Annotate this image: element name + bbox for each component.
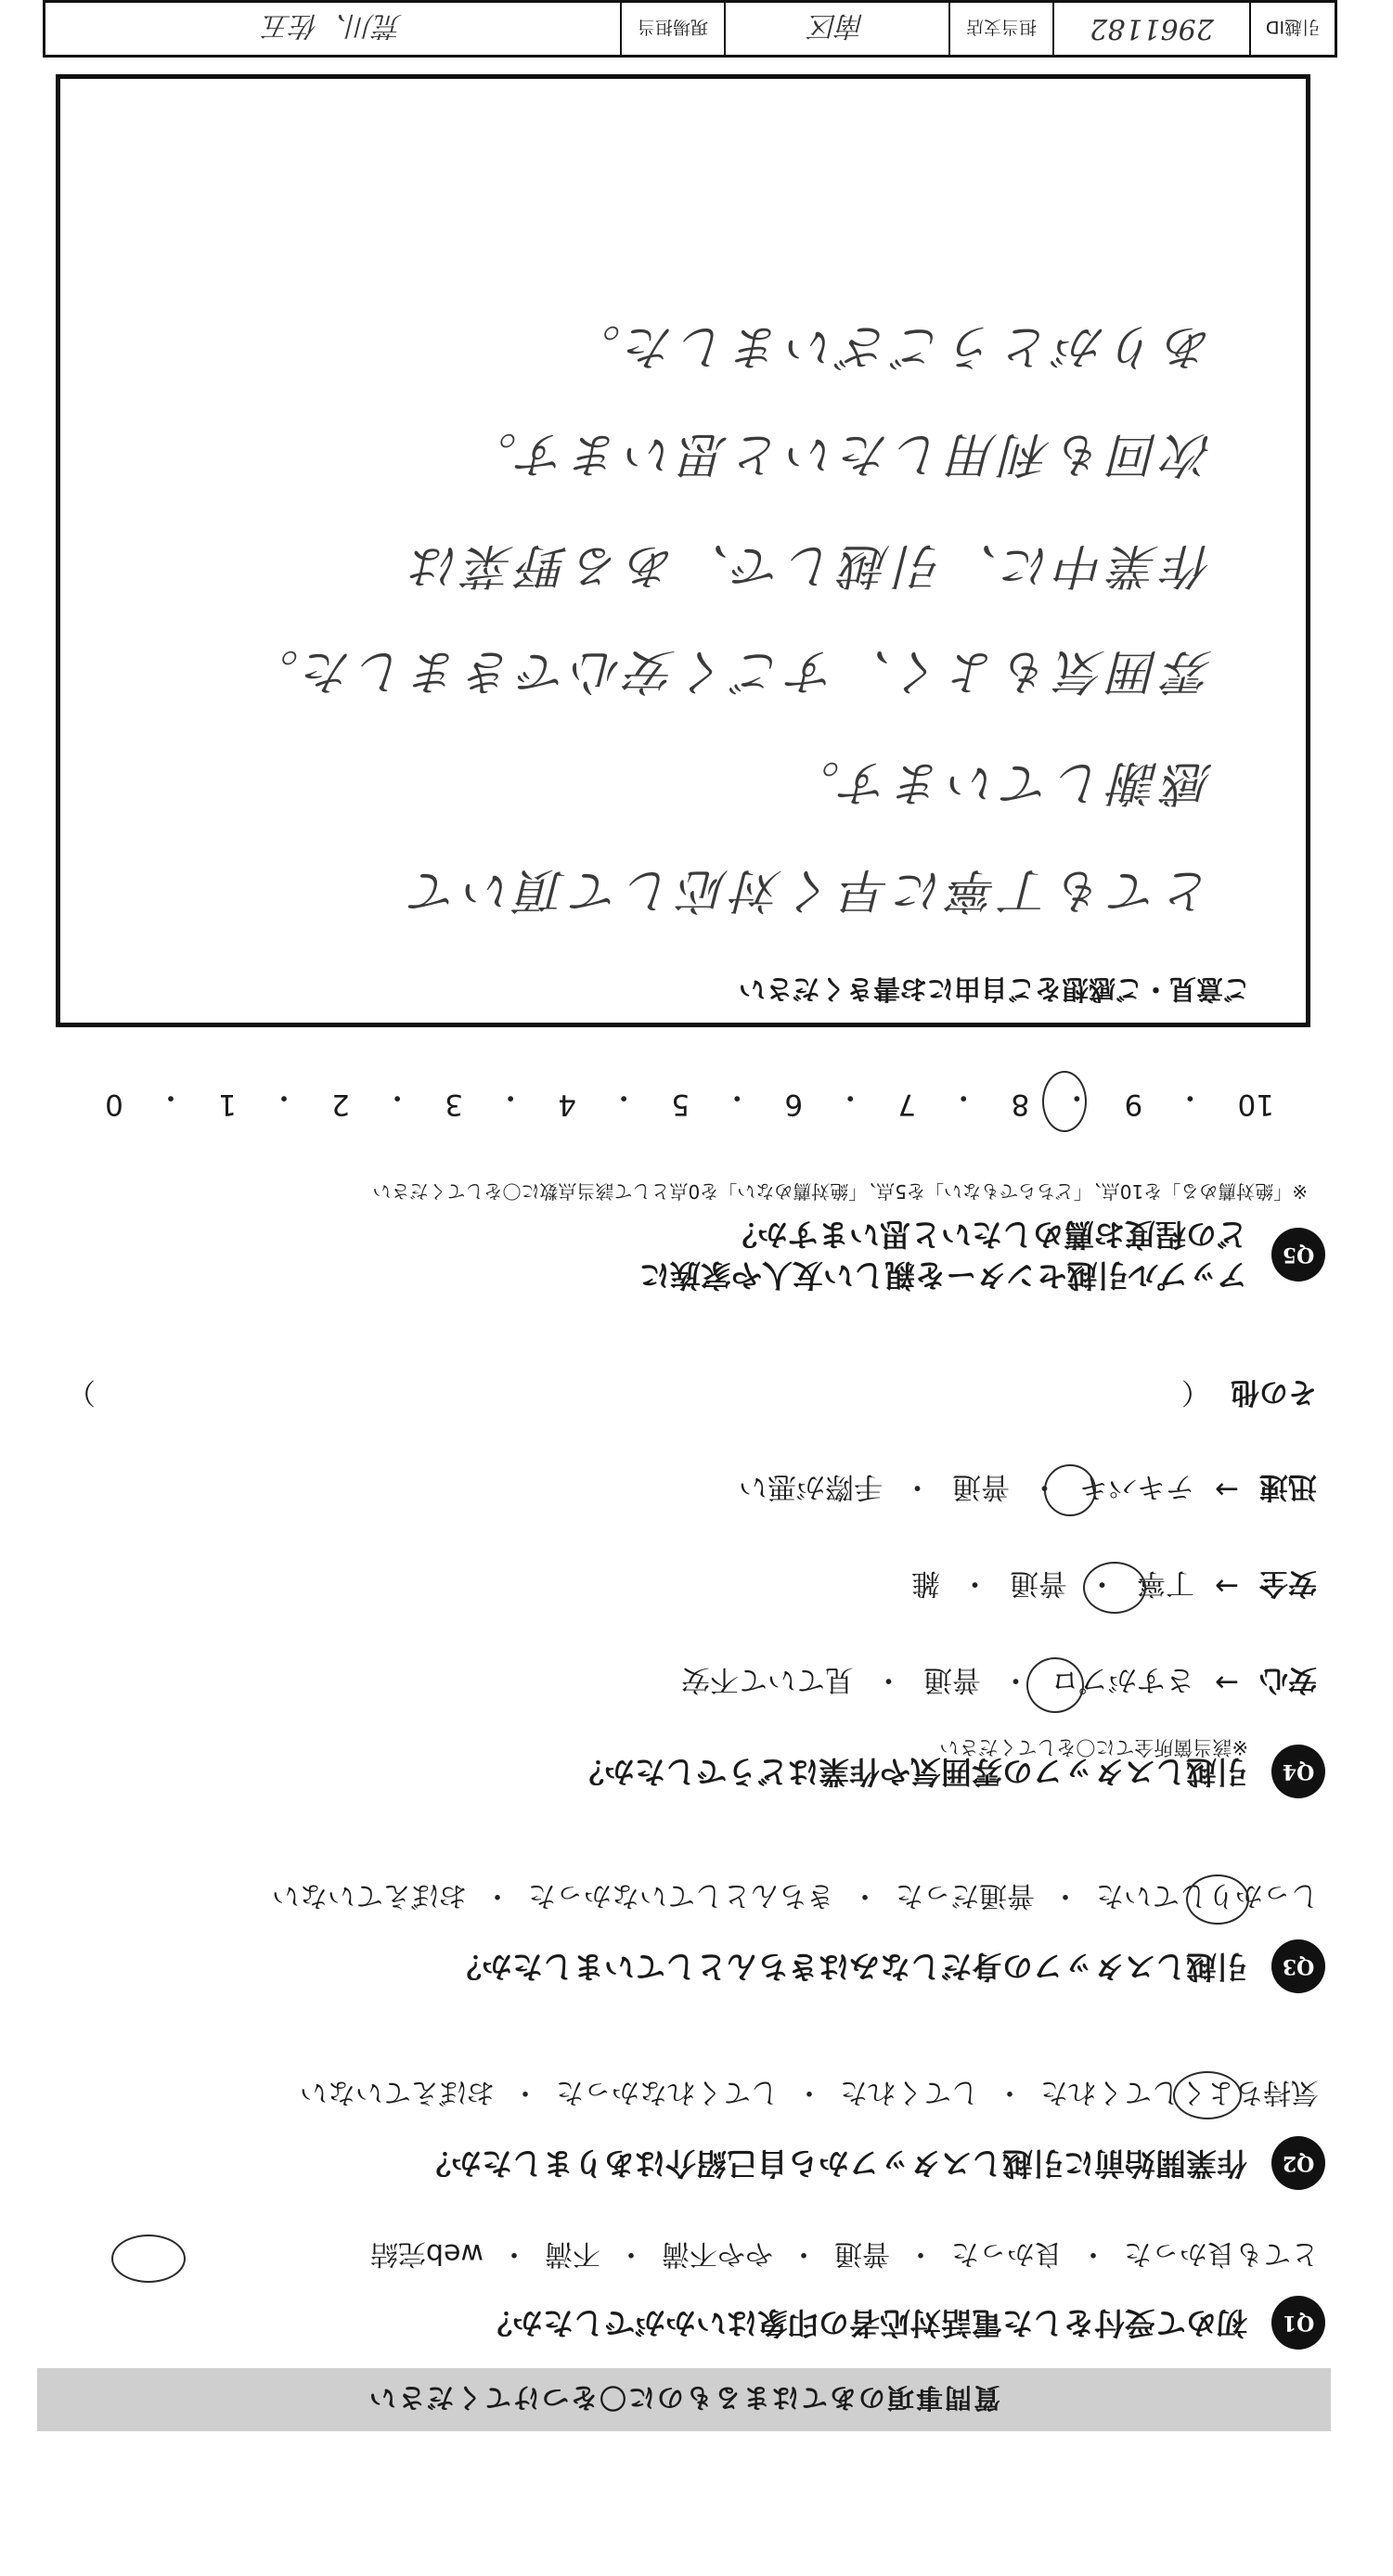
q2-option[interactable]: 気持ちよくしてくれた (1040, 2076, 1319, 2108)
q4-note: ※該当箇所全てに〇をしてください (939, 1736, 1248, 1758)
question-5 (639, 1214, 1325, 1295)
branch-value: 南区 (724, 3, 948, 55)
q4-option[interactable]: 普通 (1010, 1566, 1068, 1600)
q3-option[interactable]: きちんとしていなかった (528, 1879, 834, 1912)
q4-option[interactable]: さすがプロ (1051, 1663, 1195, 1696)
q4-row-jinsoku: 迅速 → テキパキ ・ 普通 ・ 手際が悪い (739, 1469, 1317, 1511)
q3-text: 引越しスタッフの身だしなみはきちんとしていましたか？ (451, 1949, 1247, 1985)
q5-scale: 10 ・ 9 ・ 8 ・ 7 ・ 6 ・ 5 ・ 4 ・ 3 ・ 2 ・ 1 ・ 0 (105, 1080, 1274, 1121)
q3-answer-circle (1186, 1874, 1249, 1925)
staff-value: 荒川、佐五 (263, 9, 403, 42)
q5-line-1: アップル引越センターを親しい友人や家族に (638, 1257, 1247, 1294)
scale-point[interactable]: 4 (558, 1088, 576, 1121)
q5-note: ※「絶対薦める」を10点、「どちらでもない」を5点、「絶対薦めない」を0点として該当点数に〇をしてください (372, 1180, 1308, 1203)
q4-option[interactable]: 雑 (911, 1566, 941, 1600)
q1-option[interactable]: web完結 (369, 2237, 484, 2270)
question-2 (420, 2136, 1325, 2190)
q5-line-2: どの程度お薦めしたいと思いますか？ (727, 1217, 1247, 1253)
comment-line: 作業中に、引越しで、ある野菜は (406, 537, 1213, 593)
q4-badge: Q4 (1271, 1745, 1325, 1798)
q3-option[interactable]: おぼえていない (272, 1879, 467, 1912)
q4-row-label: 安心 (1259, 1663, 1317, 1696)
q4-row-label: 迅速 (1259, 1470, 1317, 1503)
other-paren-close: ） (67, 1375, 96, 1409)
q2-option[interactable]: してくれた (840, 2076, 979, 2108)
scale-point[interactable]: 10 (1237, 1088, 1274, 1121)
q1-option[interactable]: 良かった (951, 2237, 1063, 2270)
question-3 (451, 1939, 1325, 1993)
q4-option[interactable]: テキパキ (1079, 1470, 1195, 1503)
q4-row-other (1181, 1374, 1317, 1416)
q5-text (639, 1214, 1247, 1295)
q4-jinsoku-answer-circle (1044, 1464, 1096, 1516)
q4-row-anzen: 安全 → 丁寧 ・ 普通 ・ 雑 (911, 1565, 1317, 1607)
q2-options: 気持ちよくしてくれた ・ してくれた ・ してくれなかった ・ おぼえていない (300, 2075, 1319, 2116)
q4-row-anshin: 安心 → さすがプロ ・ 普通 ・ 見ていて不安 (681, 1662, 1317, 1704)
q4-option[interactable]: 手際が悪い (739, 1470, 884, 1503)
staff-label: 現場担当 (620, 3, 724, 55)
scale-point[interactable]: 7 (897, 1088, 917, 1121)
q2-badge: Q2 (1271, 2136, 1325, 2190)
q1-options: とても良かった ・ 良かった ・ 普通 ・ やや不満 ・ 不満 ・ web完結 (370, 2236, 1319, 2277)
other-paren-open: （ (1181, 1375, 1210, 1409)
comment-line: ありがとうございました。 (566, 318, 1213, 374)
q4-text: 引越しスタッフの雰囲気や作業はどうでしたか？ (574, 1754, 1247, 1790)
q3-badge: Q3 (1271, 1939, 1325, 1993)
comments-box (56, 74, 1310, 1027)
scale-point[interactable]: 1 (218, 1088, 237, 1121)
q3-option[interactable]: しっかりしていた (1096, 1879, 1319, 1912)
q2-text: 作業開始前に引越しスタッフから自己紹介はありましたか？ (420, 2145, 1247, 2182)
q1-answer-circle (111, 2235, 186, 2283)
arrow: → (1215, 1666, 1239, 1700)
scale-point[interactable]: 2 (331, 1088, 350, 1121)
q1-option[interactable]: やや不満 (662, 2237, 773, 2270)
comment-line: 感謝しています。 (786, 754, 1213, 810)
comments-title: ご意見・ご感想をご自由にお書きください (738, 973, 1250, 1005)
q2-option[interactable]: してくれなかった (556, 2076, 779, 2108)
q4-option[interactable]: 丁寧 (1137, 1566, 1195, 1600)
comment-line: 雰囲気もよく、すごく安心できました。 (245, 643, 1213, 699)
q1-badge: Q1 (1271, 2296, 1325, 2350)
id-value: 2961182 (1052, 3, 1249, 55)
comment-line: 次回も利用したいと思います。 (463, 426, 1213, 482)
arrow: → (1215, 1473, 1239, 1507)
q5-badge: Q5 (1271, 1228, 1325, 1282)
q4-row-label: 安全 (1259, 1566, 1317, 1600)
q5-answer-circle (1042, 1071, 1087, 1132)
q1-option[interactable]: とても良かった (1124, 2237, 1319, 2270)
q2-answer-circle (1173, 2071, 1242, 2119)
scale-point[interactable]: 9 (1124, 1088, 1143, 1121)
arrow: → (1215, 1569, 1239, 1604)
scale-point[interactable]: 5 (671, 1088, 690, 1121)
q1-text: 初めて受付をした電話対応者の印象はいかがでしたか？ (482, 2305, 1247, 2341)
comment-line: とても丁寧に早く対応して頂いて (405, 862, 1213, 918)
scale-point[interactable]: 8 (1011, 1088, 1030, 1121)
scale-point[interactable]: 6 (784, 1088, 804, 1121)
q4-option[interactable]: 普通 (923, 1663, 982, 1696)
instruction-banner: 質問事項のあてはまるものに〇をつけてください (37, 2368, 1331, 2431)
scale-point[interactable]: 0 (105, 1088, 123, 1121)
scale-point[interactable]: 3 (445, 1088, 463, 1121)
id-label: 引越ID (1249, 3, 1335, 55)
q4-anshin-answer-circle (1026, 1657, 1084, 1713)
q3-option[interactable]: 普通だった (896, 1879, 1035, 1912)
q4-option[interactable]: 普通 (952, 1470, 1011, 1503)
q4-other-close (67, 1374, 96, 1416)
q2-option[interactable]: おぼえていない (300, 2076, 495, 2108)
q1-option[interactable]: 普通 (834, 2237, 890, 2270)
q1-option[interactable]: 不満 (545, 2237, 600, 2270)
q4-other-label: その他 (1231, 1375, 1317, 1409)
branch-label: 担当支店 (948, 3, 1052, 55)
id-bar (43, 0, 1337, 58)
q3-options: しっかりしていた ・ 普通だった ・ きちんとしていなかった ・ おぼえていない (272, 1878, 1319, 1919)
question-1 (482, 2296, 1325, 2350)
q4-option[interactable]: 見ていて不安 (681, 1663, 855, 1696)
q4-anzen-answer-circle (1083, 1562, 1146, 1614)
